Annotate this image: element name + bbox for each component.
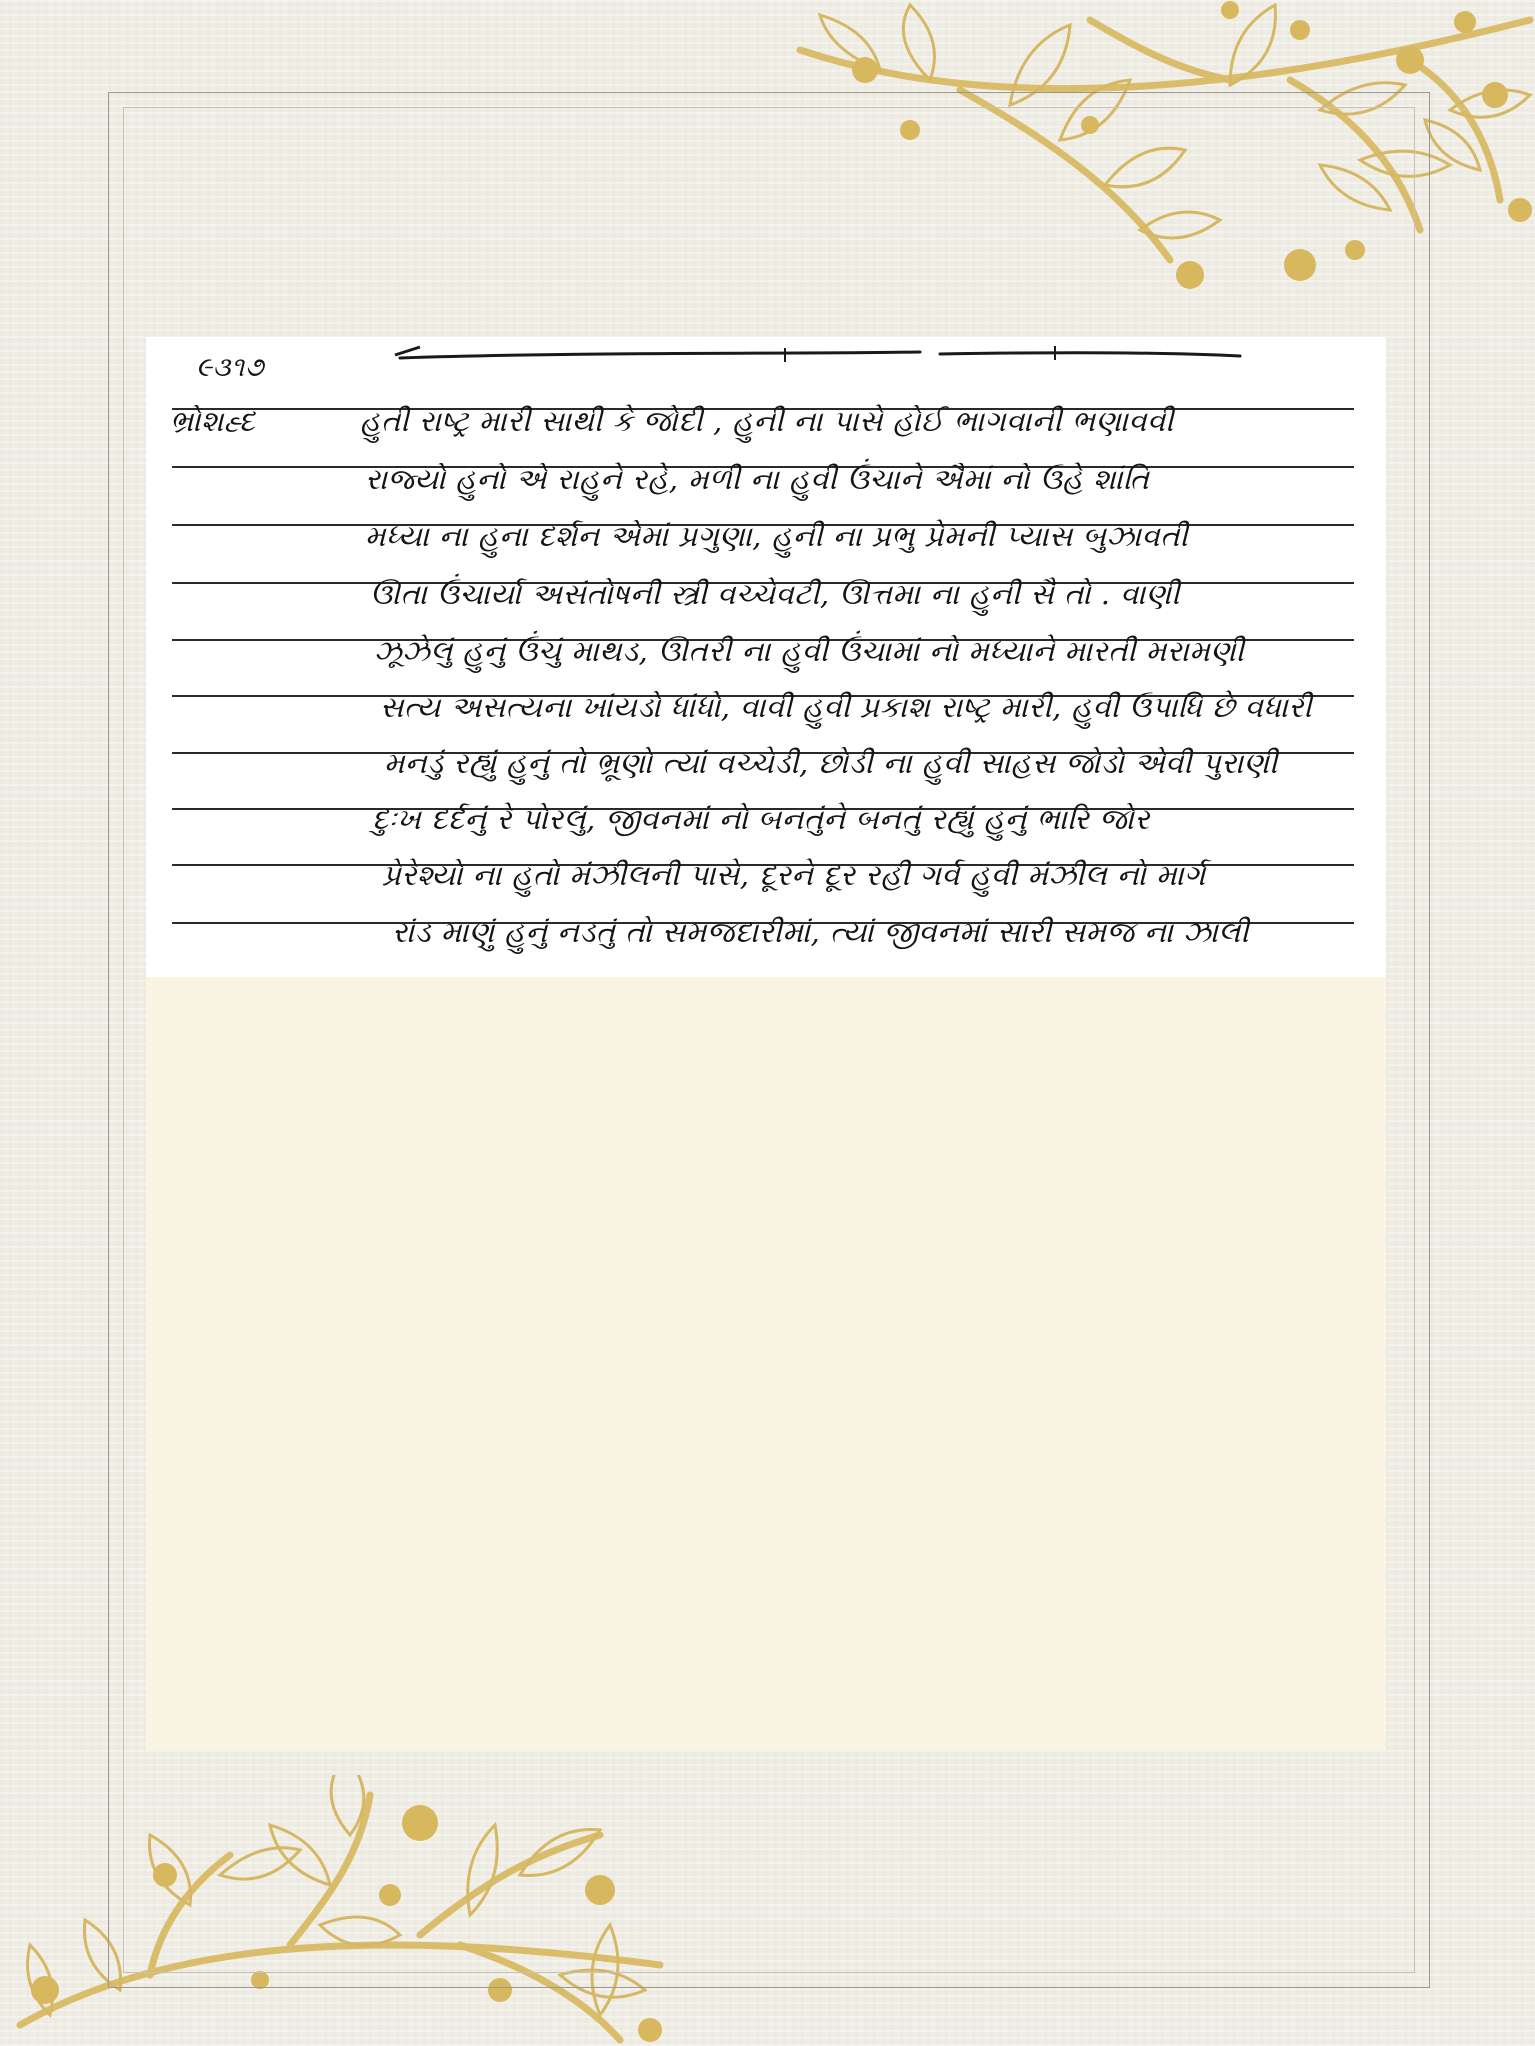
poem-line: રાંડ માણું હુનું નડતું તો સમજદારીમાં, ત્યાં જીવનમાં સારી સમજ ના ઝાલી <box>392 915 1250 949</box>
poem-line: રાજ્યો હુનો એ રાહુને રહે, મળી ના હુવી ઉંચાને ઐમાં નો ઉહે શાંતિ <box>365 462 1150 496</box>
poem-heading: ભ્રોશહ્દ <box>170 404 256 438</box>
poem-line: સત્ય અસત્યના ખાંયડો ધાંધો, વાવી હુવી પ્રકાશ રાષ્ટ્ર મારી, હુવી ઉપાધિ છે વધારી <box>380 690 1313 724</box>
poem-line: હુતી રાષ્ટ્ર મારી સાથી કે જોદી , હુની ના પાસે હોઈ ભાગવાની ભણાવવી <box>360 404 1174 438</box>
poem-line: મધ્યા ના હુના દર્શન એમાં પ્રગુણા, હુની ના પ્રભુ પ્રેમની પ્યાસ બુઝાવતી <box>365 519 1189 553</box>
poem-line: દુઃખ દર્દનું રે પોરલું, જીવનમાં નો બનતુંને બનતું રહ્યું હુનું ભારિ જોર <box>372 802 1150 836</box>
poem-line: મનડું રહ્યું હુનું તો ભ્રૂણો ત્યાં વચ્ચેડી, છોડી ના હુવી સાહસ જોડો એવી પુરાણી <box>384 746 1278 780</box>
date-note: ૯૩૧૭ <box>196 352 264 383</box>
poem-line: ઊતા ઉંચાર્યા અસંતોષની સ્ત્રી વચ્ચેવટી, ઊત્તમા ના હુની સૈ તો . વાણી <box>370 577 1180 611</box>
poem-line: ઝૂઝેલું હુનું ઉંચું માથડ, ઊતરી ના હુવી ઉંચામાં નો મધ્યાને મારતી મરામણી <box>374 634 1245 668</box>
poem-line: પ્રેરેશ્યો ના હુતો મંઝીલની પાસે, દૂરને દૂર રહી ગર્વ હુવી મંઝીલ નો માર્ગ <box>382 858 1206 892</box>
